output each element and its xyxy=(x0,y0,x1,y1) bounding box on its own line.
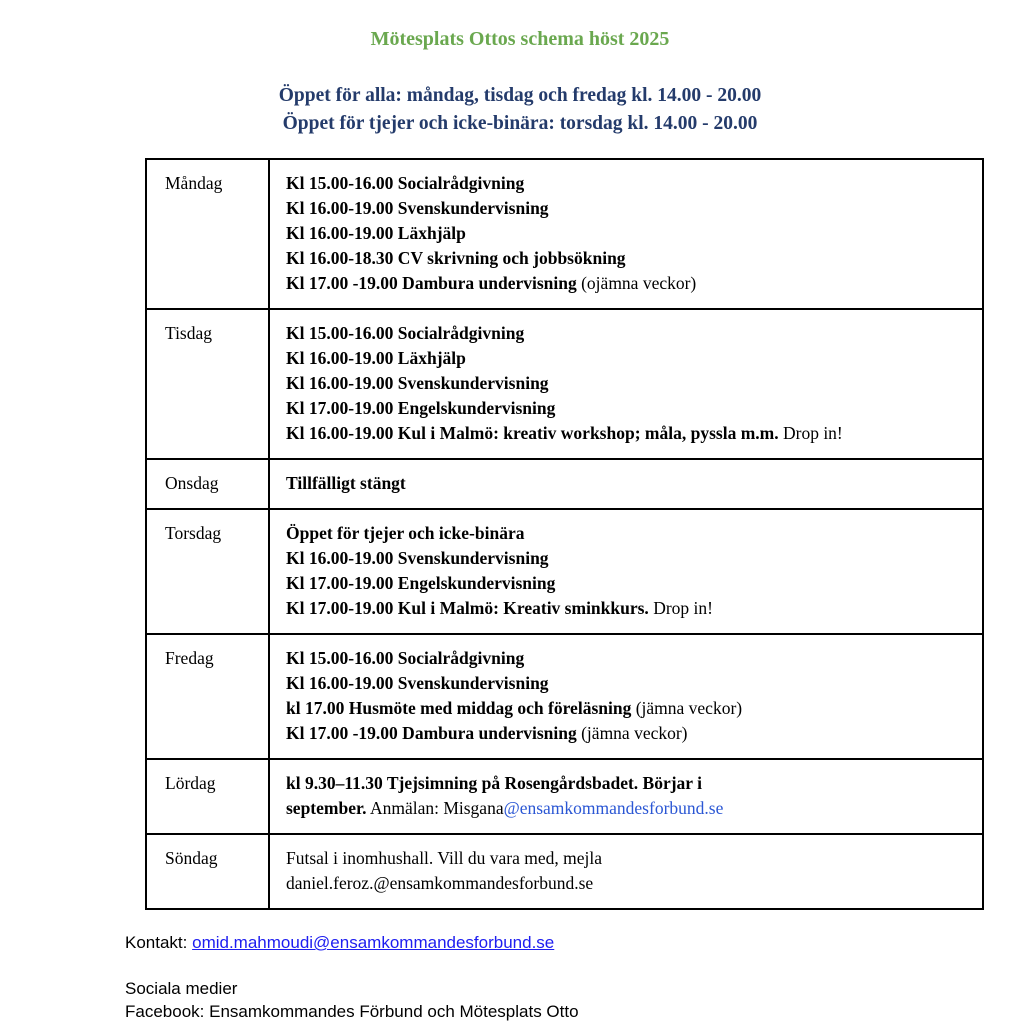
text-segment: Futsal i inomhushall. Vill du vara med, mejla xyxy=(286,848,603,868)
table-row xyxy=(147,160,982,310)
text-segment: Kl 15.00-16.00 Socialrådgivning xyxy=(286,323,525,343)
schedule-line xyxy=(286,646,972,671)
schedule-line xyxy=(286,321,972,346)
kontakt-label: Kontakt: xyxy=(125,933,193,952)
kontakt-line xyxy=(125,933,554,953)
schedule-line xyxy=(286,196,972,221)
page-title: Mötesplats Ottos schema höst 2025 xyxy=(370,28,670,50)
social-media-heading: Sociala medier xyxy=(125,979,238,998)
schedule-line xyxy=(286,796,972,821)
text-segment: Kl 15.00-16.00 Socialrådgivning xyxy=(286,173,525,193)
day-schedule xyxy=(270,635,982,758)
schedule-line xyxy=(286,721,972,746)
open-hours-girls: Öppet för tjejer och icke-binära: torsdag kl. 14.00 - 20.00 xyxy=(282,113,758,134)
day-label: Torsdag xyxy=(147,510,270,633)
table-row xyxy=(147,835,982,908)
text-segment: Kl 15.00-16.00 Socialrådgivning xyxy=(286,648,525,668)
schedule-line xyxy=(286,771,972,796)
text-segment: (ojämna veckor) xyxy=(576,273,697,293)
text-segment: Anmälan: Misgana xyxy=(366,798,504,818)
schedule-line xyxy=(286,371,972,396)
text-segment: Kl 17.00-19.00 Engelskundervisning xyxy=(286,573,556,593)
email-link[interactable]: @ensamkommandesforbund.se xyxy=(503,798,724,818)
day-label: Tisdag xyxy=(147,310,270,458)
schedule-line xyxy=(286,346,972,371)
text-segment: Drop in! xyxy=(648,598,713,618)
text-segment: Kl 16.00-19.00 Svenskundervisning xyxy=(286,373,549,393)
day-label: Fredag xyxy=(147,635,270,758)
text-segment: Kl 16.00-19.00 Läxhjälp xyxy=(286,348,466,368)
schedule-line xyxy=(286,421,972,446)
text-segment: daniel.feroz.@ensamkommandesforbund.se xyxy=(286,873,594,893)
table-row xyxy=(147,460,982,510)
day-schedule xyxy=(270,160,982,308)
text-segment: Tillfälligt stängt xyxy=(286,473,406,493)
schedule-line xyxy=(286,696,972,721)
text-segment: Kl 16.00-18.30 CV skrivning och jobbsökning xyxy=(286,248,626,268)
kontakt-email-link[interactable]: omid.mahmoudi@ensamkommandesforbund.se xyxy=(192,933,555,952)
schedule-line xyxy=(286,396,972,421)
table-row xyxy=(147,510,982,635)
text-segment: kl 17.00 Husmöte med middag och föreläsning xyxy=(286,698,632,718)
text-segment: Kl 17.00-19.00 Kul i Malmö: Kreativ sminkkurs. xyxy=(286,598,649,618)
day-schedule xyxy=(270,510,982,633)
schedule-line xyxy=(286,846,972,871)
schedule-line xyxy=(286,171,972,196)
schedule-line xyxy=(286,221,972,246)
schedule-table xyxy=(145,158,984,910)
day-schedule xyxy=(270,460,982,508)
day-schedule xyxy=(270,760,982,833)
text-segment: kl 9.30–11.30 Tjejsimning på Rosengårdsbadet. Börjar i xyxy=(286,773,702,793)
text-segment: Kl 16.00-19.00 Svenskundervisning xyxy=(286,548,549,568)
table-row xyxy=(147,310,982,460)
schedule-line xyxy=(286,521,972,546)
schedule-line xyxy=(286,671,972,696)
schedule-line xyxy=(286,546,972,571)
text-segment: Kl 16.00-19.00 Läxhjälp xyxy=(286,223,466,243)
schedule-line xyxy=(286,246,972,271)
text-segment: Kl 17.00 -19.00 Dambura undervisning xyxy=(286,723,577,743)
text-segment: Kl 16.00-19.00 Kul i Malmö: kreativ workshop; måla, pyssla m.m. xyxy=(286,423,779,443)
day-label: Onsdag xyxy=(147,460,270,508)
text-segment: Drop in! xyxy=(778,423,843,443)
day-label: Lördag xyxy=(147,760,270,833)
day-schedule xyxy=(270,310,982,458)
schedule-line xyxy=(286,271,972,296)
text-segment: Öppet för tjejer och icke-binära xyxy=(286,523,525,543)
schedule-line xyxy=(286,571,972,596)
text-segment: Kl 16.00-19.00 Svenskundervisning xyxy=(286,673,549,693)
text-segment: Kl 17.00 -19.00 Dambura undervisning xyxy=(286,273,577,293)
text-segment: Kl 16.00-19.00 Svenskundervisning xyxy=(286,198,549,218)
facebook-line: Facebook: Ensamkommandes Förbund och Mötesplats Otto xyxy=(125,1002,579,1021)
day-schedule xyxy=(270,835,982,908)
table-row xyxy=(147,635,982,760)
text-segment: (jämna veckor) xyxy=(631,698,743,718)
day-label: Måndag xyxy=(147,160,270,308)
schedule-line xyxy=(286,471,972,496)
table-row xyxy=(147,760,982,835)
schedule-line xyxy=(286,871,972,896)
text-segment: september. xyxy=(286,798,367,818)
schedule-line xyxy=(286,596,972,621)
day-label: Söndag xyxy=(147,835,270,908)
text-segment: (jämna veckor) xyxy=(576,723,688,743)
text-segment: Kl 17.00-19.00 Engelskundervisning xyxy=(286,398,556,418)
open-hours-all: Öppet för alla: måndag, tisdag och fredag kl. 14.00 - 20.00 xyxy=(278,85,762,106)
